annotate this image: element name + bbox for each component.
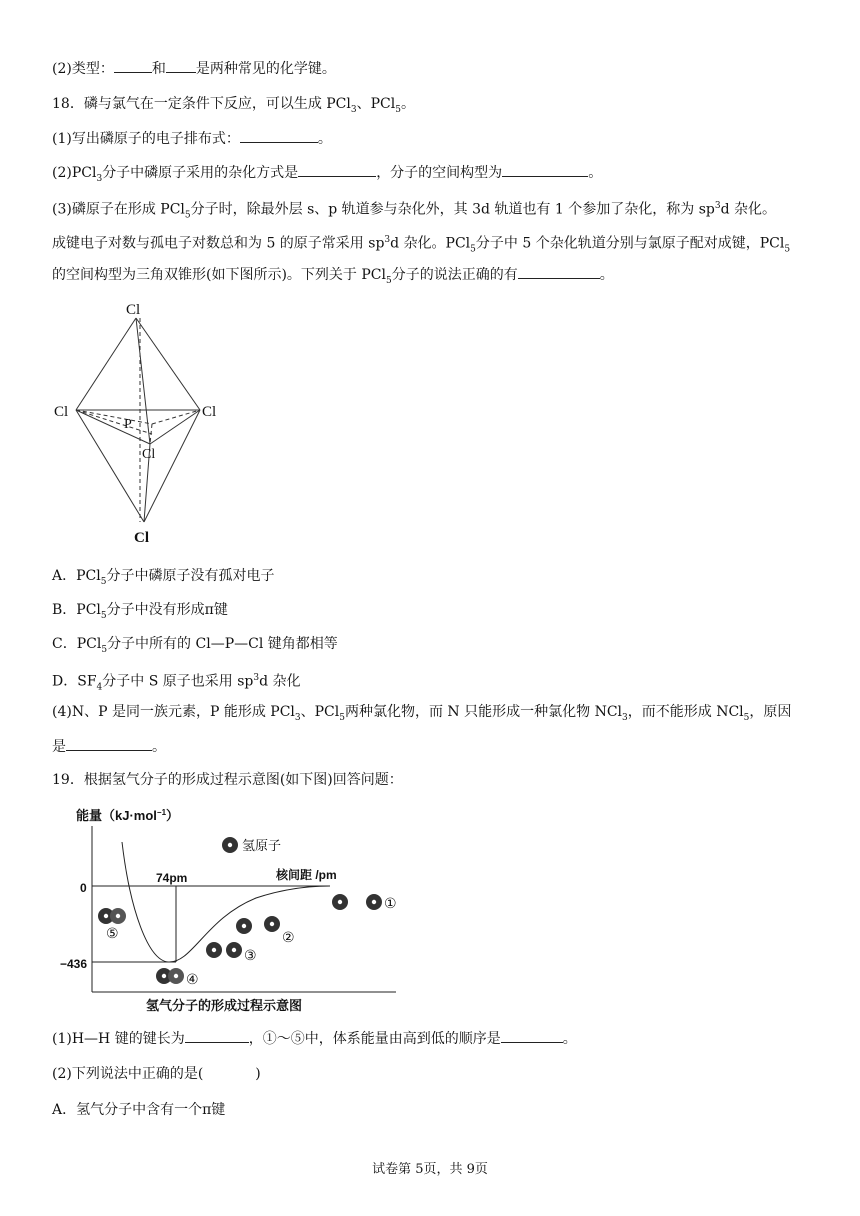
page-footer: 试卷第 5页，共 9页 — [372, 1162, 488, 1177]
label-2: ② — [282, 930, 295, 946]
q18-part4-line2: 是 。 — [52, 736, 820, 757]
hydrogen-atom-legend-icon — [222, 837, 238, 853]
tick-0: 0 — [80, 881, 87, 895]
h2-formation-energy-diagram — [56, 800, 416, 1020]
cl-label-top: Cl — [126, 302, 141, 318]
label-5: ⑤ — [106, 926, 119, 942]
state-2-atoms — [236, 916, 280, 934]
label-4: ④ — [186, 972, 199, 988]
q18-part4-line1: (4)N、P 是同一族元素，P 能形成 PCl$_3$、PCl$_5$两种氯化物，而 N 只能形成一种氯化物 NCl$_3$，而不能形成 NCl$_5$，原因 — [52, 704, 792, 723]
q19-stem: 19．根据氢气分子的形成过程示意图(如下图)回答问题： — [52, 772, 403, 788]
q18-part3-line3: 的空间构型为三角双锥形(如下图所示)。下列关于 PCl$_5$分子的说法正确的有 。 — [52, 264, 820, 291]
answer-blank — [501, 1028, 563, 1043]
q18-option-d: D．$SF_4$分子中 S 原子也采用 $sp^3d$ 杂化 — [52, 673, 301, 693]
answer-blank — [518, 264, 600, 279]
q18-option-b: B．PCl$_5$分子中没有形成π键 — [52, 602, 228, 621]
cl-label-left: Cl — [54, 404, 69, 420]
answer-blank — [502, 162, 588, 177]
cl-label-bottom: Cl — [134, 530, 149, 546]
answer-blank — [240, 128, 318, 143]
state-1-atoms — [332, 894, 382, 910]
state-5-atoms — [98, 908, 126, 924]
answer-blank — [66, 736, 152, 751]
label-3: ③ — [244, 948, 257, 964]
y-axis-label: 能量（kJ·mol$^{-1}$） — [76, 808, 180, 823]
tick-minus-436: −436 — [60, 957, 88, 971]
x-axis-label: 核间距 /pm — [276, 868, 337, 882]
q18-option-c: C．PCl$_5$分子中所有的 Cl—P—Cl 键角都相等 — [52, 636, 338, 655]
q17-part2: (2)类型： 和 是两种常见的化学键。 — [52, 58, 820, 79]
q18-part3-line2: 成键电子对数与孤电子对数总和为 5 的原子常采用 $sp^3d$ 杂化。PCl$_5$分子中 5 个杂化轨道分别与氯原子配对成键，PCl$_5$ — [52, 235, 791, 255]
cl-label-right: Cl — [202, 404, 217, 420]
pcl5-structure-figure — [52, 296, 232, 546]
q18-part2: (2)PCl$_3$分子中磷原子采用的杂化方式是 ，分子的空间构型为 。 — [52, 162, 820, 189]
q18-part1: (1)写出磷原子的电子排布式： 。 — [52, 128, 820, 149]
legend-label: 氢原子 — [242, 838, 282, 853]
answer-blank — [114, 58, 152, 73]
q19-part1: (1)H—H 键的键长为 ，①～⑤中，体系能量由高到低的顺序是 。 — [52, 1028, 820, 1049]
label-1: ① — [384, 896, 397, 912]
p-label-center: P — [124, 417, 132, 432]
q19-part2: (2)下列说法中正确的是( ) — [52, 1066, 261, 1082]
q18-part3-line1: (3)磷原子在形成 PCl$_5$分子时，除最外层 s、p 轨道参与杂化外，其 3d 轨道也有 1 个参加了杂化，称为 $sp^3d$ 杂化。 — [52, 201, 777, 221]
answer-blank — [166, 58, 196, 73]
q19-option-a: A．氢气分子中含有一个π键 — [52, 1102, 226, 1118]
q18-stem: 18．磷与氯气在一定条件下反应，可以生成 PCl$_3$、PCl$_5$。 — [52, 96, 415, 115]
cl-label-front: Cl — [142, 447, 156, 462]
atom-states — [98, 894, 382, 984]
answer-blank — [298, 162, 376, 177]
q18-option-a: A．PCl$_5$分子中磷原子没有孤对电子 — [52, 568, 275, 587]
answer-blank — [185, 1028, 249, 1043]
tick-74pm: 74pm — [156, 871, 188, 885]
state-3-atoms — [206, 942, 242, 958]
chart-caption: 氢气分子的形成过程示意图 — [146, 998, 303, 1013]
state-4-atoms — [156, 968, 184, 984]
